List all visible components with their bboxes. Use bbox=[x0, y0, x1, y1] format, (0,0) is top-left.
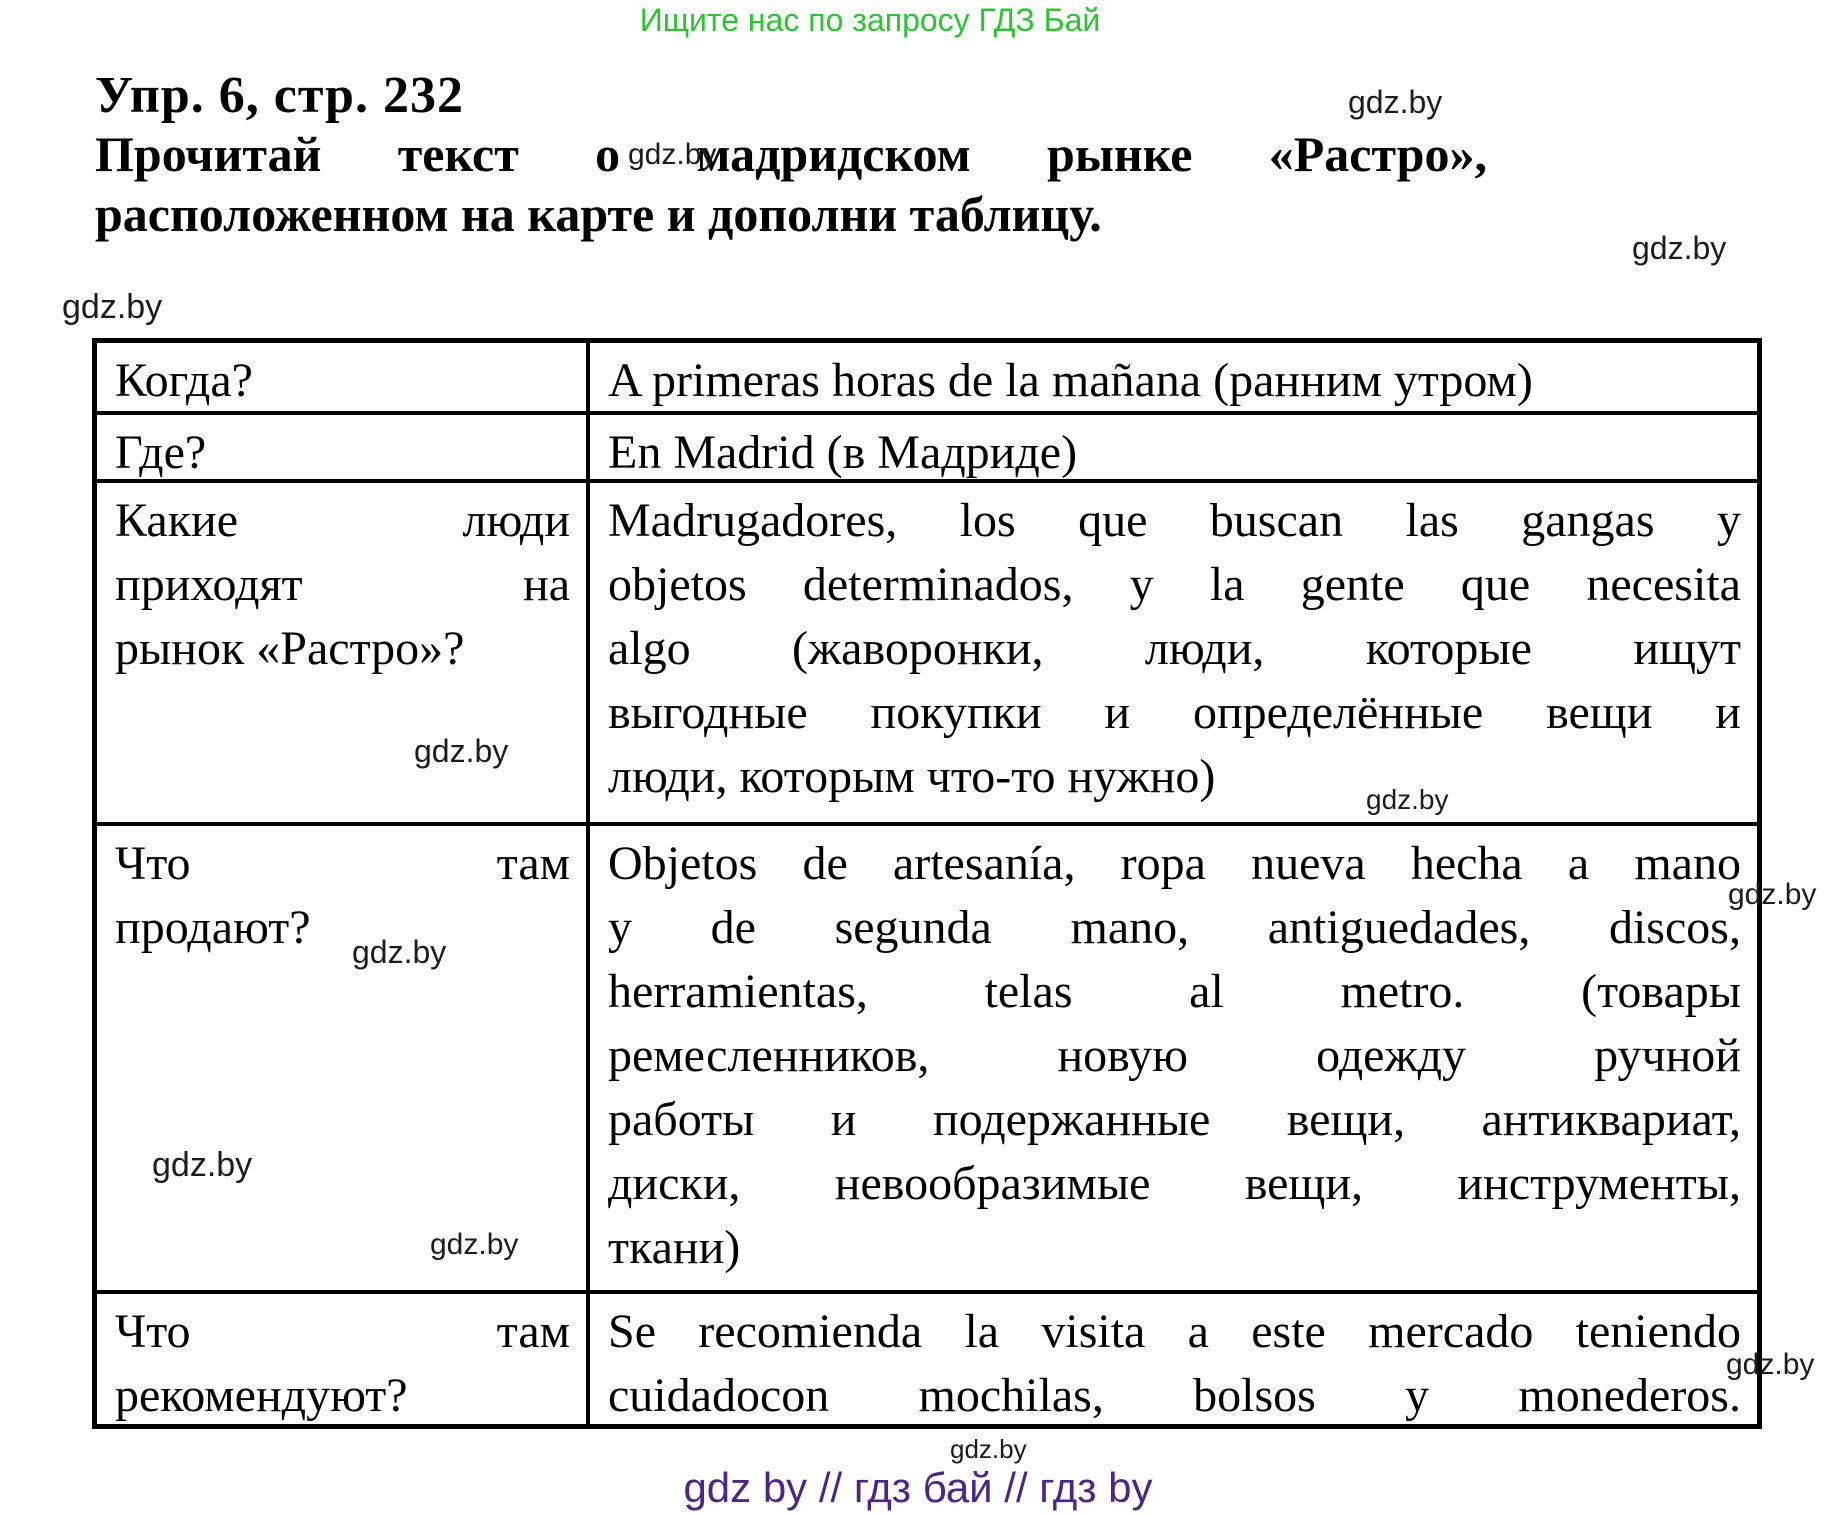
text-line: Что там bbox=[115, 837, 570, 890]
gdzby-watermark: gdz.by bbox=[430, 1228, 519, 1261]
gdzby-watermark: gdz.by bbox=[628, 138, 717, 171]
gdzby-watermark: gdz.by bbox=[1632, 230, 1727, 266]
text-line: Какие люди bbox=[115, 494, 570, 547]
text-line: люди, которым что-то нужно) bbox=[608, 750, 1216, 803]
text-line: En Madrid (в Мадриде) bbox=[608, 426, 1078, 479]
text-line: ткани) bbox=[608, 1221, 741, 1274]
answer-cell bbox=[590, 1294, 1757, 1424]
answer-cell bbox=[590, 483, 1757, 822]
text-line: диски, невообразимые вещи, инструменты, bbox=[608, 1157, 1741, 1210]
table-row bbox=[97, 479, 1757, 822]
text-line: Где? bbox=[115, 426, 207, 479]
question-cell bbox=[97, 343, 590, 411]
text-line: Objetos de artesanía, ropa nueva hecha a mano bbox=[608, 837, 1741, 890]
footer-links-line: gdz by // гдз бай // гдз by bbox=[683, 1464, 1153, 1511]
text-line: Когда? bbox=[115, 354, 253, 407]
text-line: расположенном на карте и дополни таблицу. bbox=[95, 186, 1102, 242]
gdzby-watermark: gdz.by bbox=[152, 1146, 253, 1184]
gdzby-watermark: gdz.by bbox=[1726, 1348, 1815, 1381]
text-line: выгодные покупки и определённые вещи и bbox=[608, 686, 1741, 739]
table-row bbox=[97, 822, 1757, 1290]
text-line: Что там bbox=[115, 1305, 570, 1358]
gdzby-watermark: gdz.by bbox=[950, 1434, 1027, 1464]
table-row bbox=[97, 343, 1757, 411]
text-line: приходят на bbox=[115, 558, 570, 611]
question-cell bbox=[97, 415, 590, 479]
text-line: Madrugadores, los que buscan las gangas y bbox=[608, 494, 1741, 547]
gdzby-watermark: gdz.by bbox=[1348, 84, 1443, 120]
promo-banner: Ищите нас по запросу ГДЗ Бай bbox=[639, 2, 1101, 38]
text-line: herramientas, telas al metro. (товары bbox=[608, 965, 1741, 1018]
answer-cell bbox=[590, 826, 1757, 1290]
gdzby-watermark: gdz.by bbox=[62, 288, 163, 326]
text-line: ремесленников, новую одежду ручной bbox=[608, 1029, 1741, 1082]
text-line: рынок «Растро»? bbox=[115, 622, 465, 675]
text-line: Прочитай текст о мадридском рынке «Растро», bbox=[95, 126, 1487, 182]
answer-cell bbox=[590, 343, 1757, 411]
text-line: Se recomienda la visita a este mercado teniendo bbox=[608, 1305, 1741, 1358]
question-cell bbox=[97, 1294, 590, 1424]
text-line: cuidadocon mochilas, bolsos y monederos. bbox=[608, 1369, 1741, 1422]
question-cell bbox=[97, 483, 590, 822]
gdzby-watermark: gdz.by bbox=[414, 733, 509, 769]
table-row bbox=[97, 411, 1757, 479]
text-line: рекомендуют? bbox=[115, 1369, 408, 1422]
text-line: работы и подержанные вещи, антиквариат, bbox=[608, 1093, 1741, 1146]
question-cell bbox=[97, 826, 590, 1290]
table-row bbox=[97, 1290, 1757, 1424]
answer-cell bbox=[590, 415, 1757, 479]
text-line: y de segunda mano, antiguedades, discos, bbox=[608, 901, 1741, 954]
text-line: A primeras horas de la mañana (ранним утром) bbox=[608, 354, 1533, 407]
exercise-title: Упр. 6, стр. 232 bbox=[95, 67, 464, 124]
answers-table bbox=[92, 338, 1762, 1429]
text-line: продают? bbox=[115, 901, 311, 954]
gdzby-watermark: gdz.by bbox=[1366, 784, 1449, 815]
task-text bbox=[95, 124, 1487, 244]
text-line: objetos determinados, y la gente que necesita bbox=[608, 558, 1741, 611]
gdzby-watermark: gdz.by bbox=[1728, 878, 1817, 911]
text-line: algo (жаворонки, люди, которые ищут bbox=[608, 622, 1741, 675]
gdzby-watermark: gdz.by bbox=[352, 934, 447, 970]
